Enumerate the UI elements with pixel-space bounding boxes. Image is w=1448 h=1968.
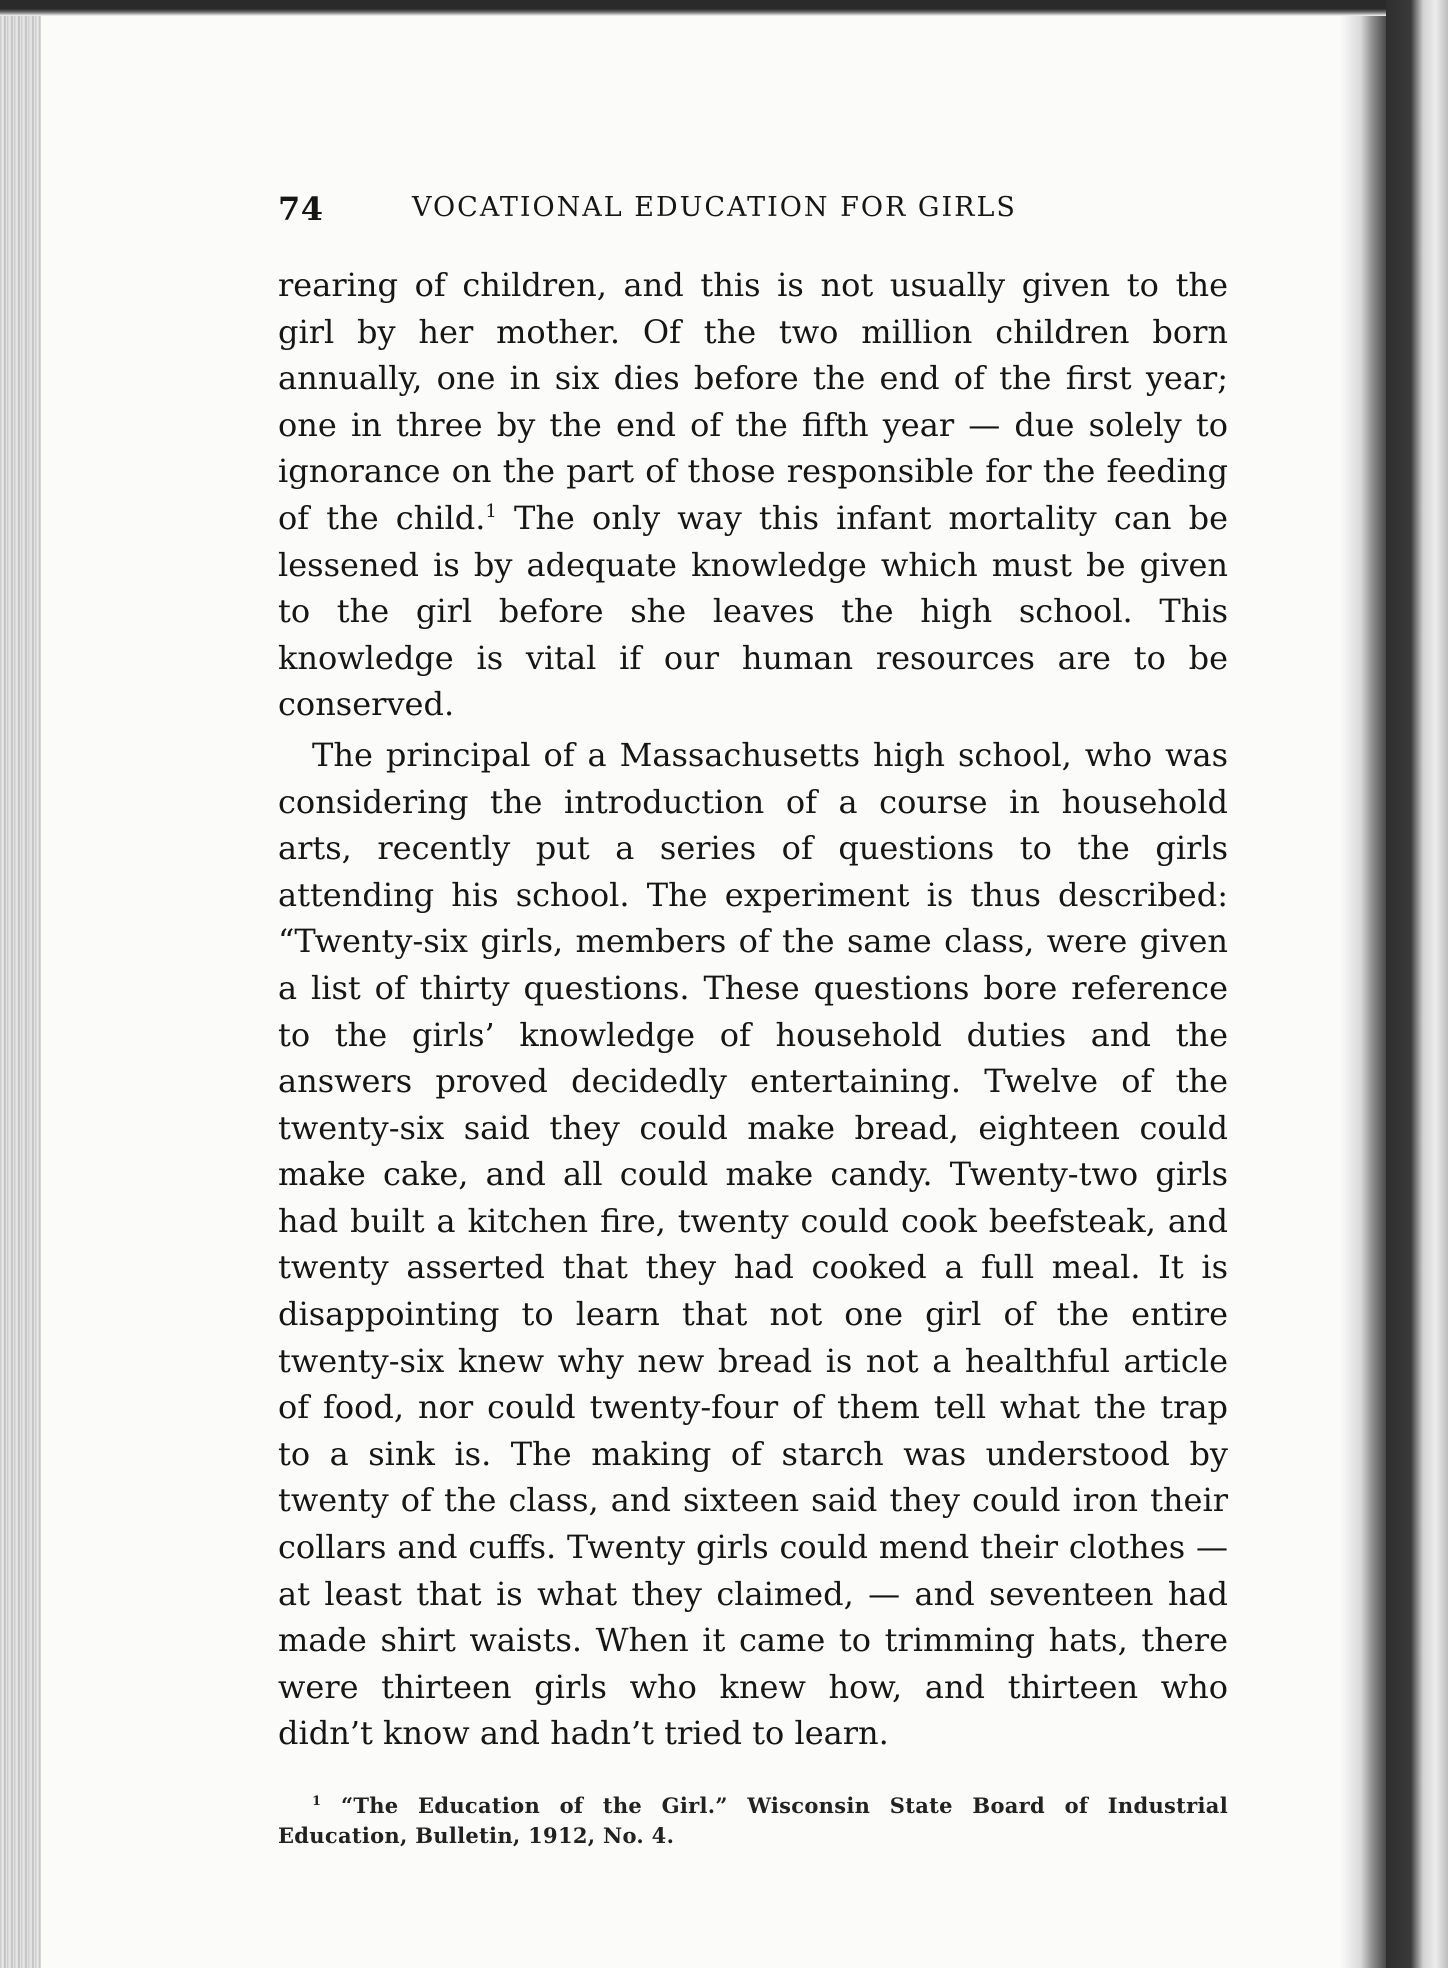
footnote (278, 1791, 1228, 1851)
footnote-reference: 1 (485, 500, 497, 522)
paragraph-2: The principal of a Massachusetts high school, who was considering the introduction of a course in household arts, recently put a series of questions to the girls attending his school. The experiment is thus described: “Twenty-six girls, members of the same class, were given a list of thirty questions. These questions bore reference to the girls’ knowledge of household duties and the answers proved decidedly entertaining. Twelve of the twenty-six said they could make bread, eighteen could make cake, and all could make candy. Twenty-two girls had built a kitchen fire, twenty could cook beefsteak, and twenty asserted that they had cooked a full meal. It is disappointing to learn that not one girl of the entire twenty-six knew why new bread is not a healthful article of food, nor could twenty-four of them tell what the trap to a sink is. The making of starch was understood by twenty of the class, and sixteen said they could iron their collars and cuffs. Twenty girls could mend their clothes — at least that is what they claimed, — and seventeen had made shirt waists. When it came to trimming hats, there were thirteen girls who knew how, and thirteen who didn’t know and hadn’t tried to learn. (278, 735, 1228, 1753)
scan-right-edge (1386, 0, 1448, 1968)
scan-top-edge (0, 0, 1448, 16)
page-stack-edge (0, 16, 41, 1968)
page-number: 74 (278, 190, 324, 228)
paragraph-1-text-b: The only way this infant mortality can be lessened is by adequate knowledge which must be given to the girl before she leaves the high school. This knowledge is vital if our human resources are to be conserved. (278, 498, 1229, 724)
running-title: VOCATIONAL EDUCATION FOR GIRLS (412, 192, 1017, 223)
paragraph-1-text-a: rearing of children, and this is not usually given to the girl by her mother. Of the two million children born annually, one in six dies before the end of the first year; one in three by the end of the fifth year — due solely to ignorance on the part of those responsible for the feeding of the child. (278, 266, 1228, 537)
page-content (278, 190, 1228, 1851)
spine-shadow (1340, 16, 1386, 1968)
paragraph-1 (278, 262, 1228, 728)
footnote-marker: 1 (312, 1794, 322, 1809)
footnote-text: “The Education of the Girl.” Wisconsin State Board of Industrial Education, Bulletin, 1912, No. 4. (278, 1793, 1228, 1848)
running-head (278, 190, 1228, 238)
